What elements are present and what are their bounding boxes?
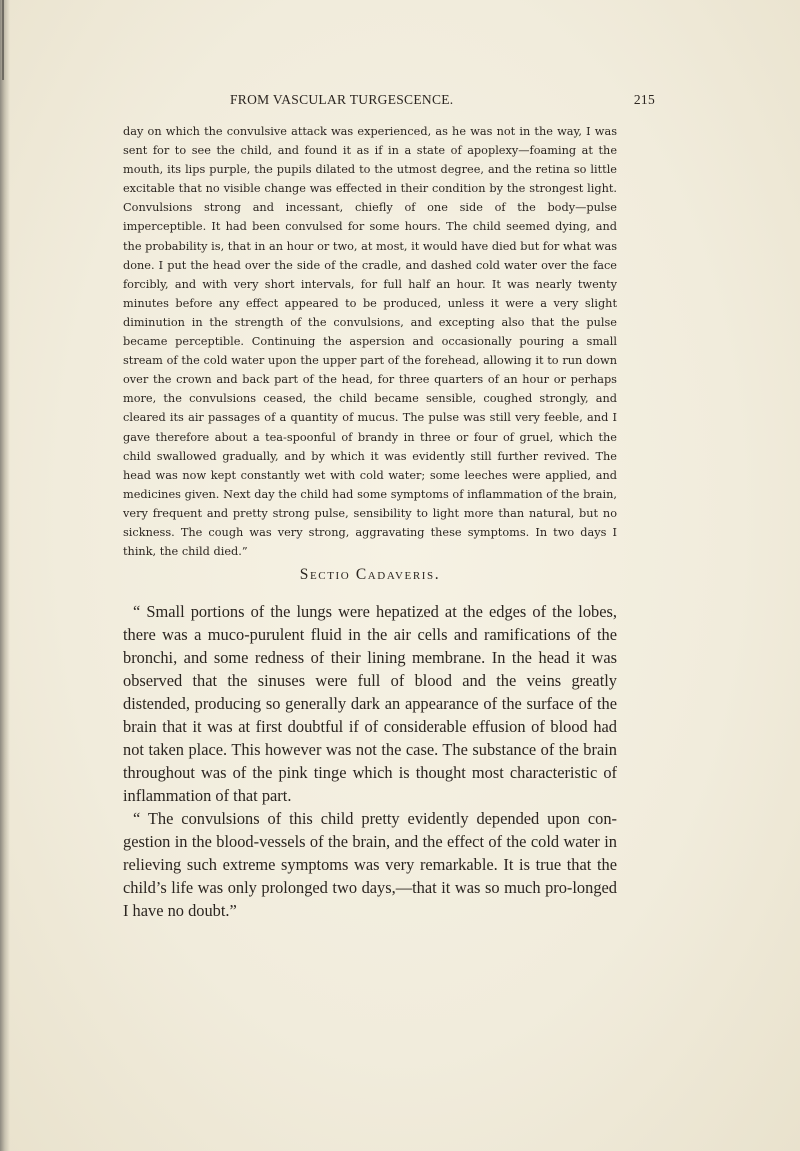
section-heading: Sectio Cadaveris. [299, 566, 441, 583]
section-paragraph-2: “ The convulsions of this child pretty evidently depended upon con-gestion in the blood-vessels of the brain, and the effect of the cold water in relieving such extreme symptoms was very remarkable. It is true that the child’s life was only prolonged two days,—that it was so much pro-longed I have no doubt.” [123, 809, 617, 920]
case-narrative-paragraph: day on which the convulsive attack was experienced, as he was not in the way, I was sent for to see the child, and found it as if in a state of apoplexy—foaming at the mouth, its lips purple, the pupils dilated to the utmost degree, and the retina so little excitable that no visible change was effected in their condition by the strongest light. Convulsions strong and incessant, chiefly of one side of the body—pulse imperceptible. It had been convulsed for some hours. The child seemed dying, and the probability is, that in an hour or two, at most, it would have died but for what was done. I put the head over the side of the cradle, and dashed cold water over the face forcibly, and with very short intervals, for full half an hour. It was nearly twenty minutes before any effect appeared to be produced, unless it were a very slight diminution in the strength of the convulsions, and excepting also that the pulse became perceptible. Continuing the aspersion and occasionally pouring a small stream of the cold water upon the upper part of the forehead, allowing it to run down over the crown and back part of the head, for three quarters of an hour or perhaps more, the convulsions ceased, the child became sensible, coughed strongly, and cleared its air passages of a quantity of mucus. The pulse was still very feeble, and I gave therefore about a tea-spoonful of brandy in three or four of gruel, which the child swallowed gradually, and by which it was evidently still further revived. The head was now kept constantly wet with cold water; some leeches were applied, and medicines given. Next day the child had some symptoms of inflammation of the brain, very frequent and pretty strong pulse, sensibility to light more than natural, but no sickness. The cough was very strong, aggravating these symptoms. In two days I think, the child died.” [123, 125, 617, 559]
running-head: FROM VASCULAR TURGESCENCE. [230, 92, 454, 107]
page-number: 215 [633, 92, 655, 107]
page-header [100, 92, 655, 112]
binding-gutter-shadow [0, 0, 10, 1151]
section-paragraph-1: “ Small portions of the lungs were hepatized at the edges of the lobes, there was a muco-purulent fluid in the air cells and ramifications of the bronchi, and some redness of their lining membrane. In the head it was observed that the sinuses were full of blood and the veins greatly distended, producing so generally dark an appearance of the surface of the brain that it was at first doubtful if of considerable effusion of blood had not taken place. This however was not the case. The substance of the brain throughout was of the pink tinge which is thought most characteristic of inflammation of that part. [123, 602, 617, 805]
case-narrative [123, 122, 617, 561]
section-body [123, 600, 617, 922]
binding-gutter-line [2, 0, 4, 80]
